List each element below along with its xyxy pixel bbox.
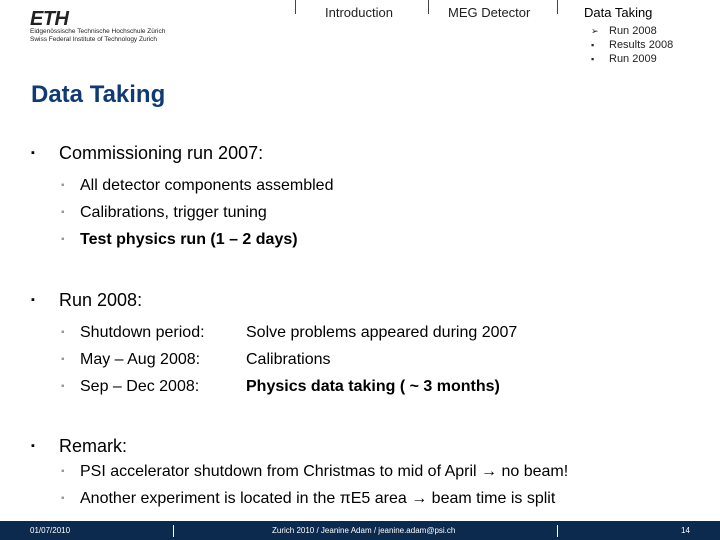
square-bullet-icon: ▪ (61, 207, 65, 218)
square-bullet-icon: ▪ (61, 234, 65, 245)
bullet-text: Remark: (59, 436, 128, 456)
square-bullet-icon: ▪ (591, 54, 595, 64)
row-label-text: May – Aug 2008: (80, 351, 201, 368)
subnav-label: Results 2008 (609, 39, 674, 51)
sub-bullet-text: Test physics run (1 – 2 days) (80, 231, 298, 248)
nav-meg-detector[interactable]: MEG Detector (448, 5, 531, 20)
square-bullet-icon: ▪ (61, 180, 65, 191)
schedule-row-label (61, 324, 205, 342)
square-bullet-icon: ▪ (591, 40, 595, 50)
bullet-text: Commissioning run 2007: (59, 143, 264, 163)
sub-bullet-text: Calibrations, trigger tuning (80, 204, 267, 221)
schedule-row-value: Physics data taking ( ~ 3 months) (246, 378, 500, 395)
arrow-marker-icon: ➢ (591, 26, 599, 36)
nav-divider (557, 0, 558, 14)
subnav-label: Run 2008 (609, 25, 657, 37)
subnav-item-results-2008[interactable] (591, 38, 673, 52)
bullet-commissioning (31, 143, 263, 164)
square-bullet-icon: ▪ (61, 354, 65, 365)
row-label-text: Shutdown period: (80, 324, 205, 341)
footer-page-number: 14 (681, 526, 690, 535)
logo-wordmark: ETH (30, 8, 69, 30)
footer-date: 01/07/2010 (30, 526, 71, 535)
sub-bullet (61, 490, 555, 508)
footer-presenter: Zurich 2010 / Jeanine Adam / jeanine.adam@psi.ch (272, 526, 456, 535)
subnav-item-run-2008[interactable] (591, 24, 673, 38)
sub-bullet (61, 231, 298, 249)
square-bullet-icon: ▪ (61, 327, 65, 338)
square-bullet-icon: ▪ (31, 147, 35, 159)
schedule-row-value: Solve problems appeared during 2007 (246, 324, 518, 341)
square-bullet-icon: ▪ (61, 493, 65, 504)
nav-divider (428, 0, 429, 14)
square-bullet-icon: ▪ (61, 466, 65, 477)
bullet-text: Run 2008: (59, 290, 143, 310)
schedule-row-label (61, 351, 200, 369)
sub-bullet (61, 204, 267, 222)
square-bullet-icon: ▪ (61, 381, 65, 392)
page-title: Data Taking (31, 81, 166, 108)
row-label-text: Sep – Dec 2008: (80, 378, 200, 395)
sub-bullet (61, 463, 568, 481)
schedule-row-label (61, 378, 199, 396)
square-bullet-icon: ▪ (31, 440, 35, 452)
bullet-run-2008 (31, 290, 142, 311)
footer-divider (173, 525, 174, 537)
nav-divider (295, 0, 296, 14)
nav-data-taking[interactable]: Data Taking (584, 5, 653, 20)
nav-introduction[interactable]: Introduction (325, 5, 393, 20)
subnav-item-run-2009[interactable] (591, 52, 673, 66)
sub-bullet-text: All detector components assembled (80, 177, 334, 194)
square-bullet-icon: ▪ (31, 294, 35, 306)
subnav-list (591, 24, 673, 66)
bullet-remark (31, 436, 127, 457)
subnav-label: Run 2009 (609, 53, 657, 65)
footer-divider (557, 525, 558, 537)
eth-logo (30, 10, 200, 50)
sub-bullet-text: Another experiment is located in the πE5 area → beam time is split (80, 490, 556, 507)
sub-bullet (61, 177, 333, 195)
schedule-row-value: Calibrations (246, 351, 331, 368)
sub-bullet-text: PSI accelerator shutdown from Christmas to mid of April → no beam! (80, 463, 569, 480)
logo-line-1: Eidgenössische Technische Hochschule Zürich (30, 28, 166, 35)
logo-line-2: Swiss Federal Institute of Technology Zurich (30, 36, 158, 43)
